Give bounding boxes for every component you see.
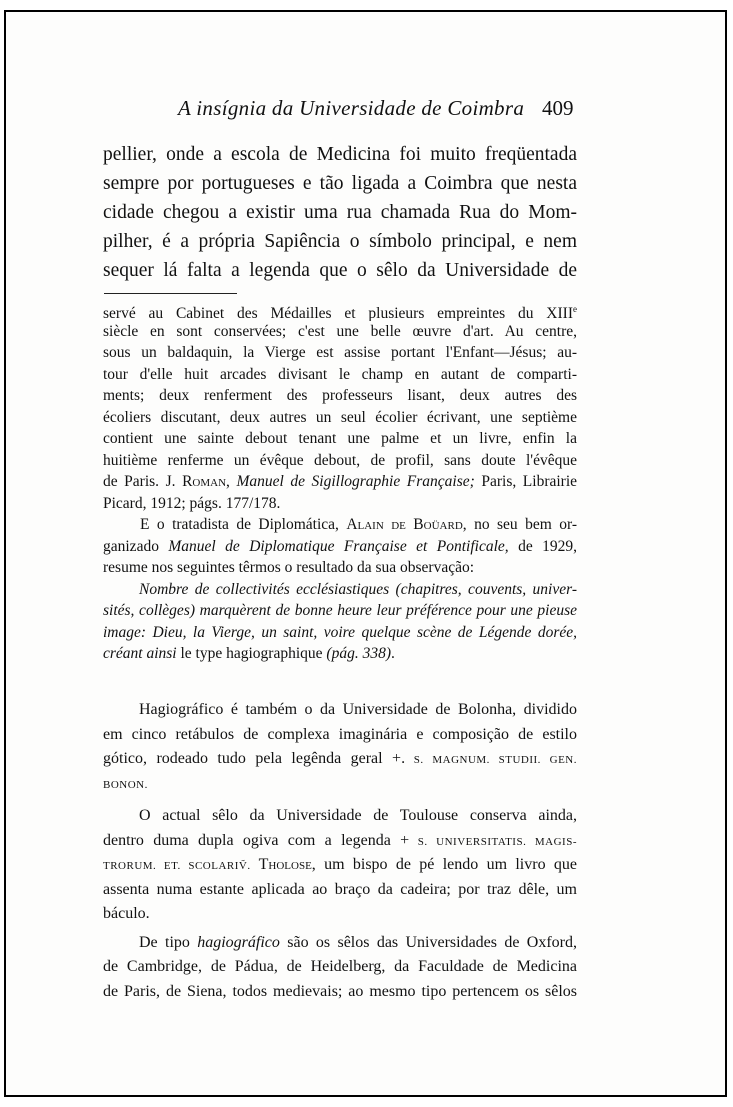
body-text: são os sêlos das Universidades de Oxford, <box>279 933 577 951</box>
footnote-line: tour d'elle huit arcades divisant le champ en autant de comparti- <box>103 365 577 383</box>
running-title: A insígnia da Universidade de Coimbra <box>178 96 525 120</box>
page-number: 409 <box>542 96 574 120</box>
footnote-line <box>103 471 577 493</box>
body-text: De tipo <box>139 933 198 951</box>
quote-text: . <box>391 645 395 662</box>
quote-line <box>103 643 577 665</box>
footnote-text: de 1929, <box>508 537 577 555</box>
main-line: sempre por portugueses e tão ligada a Coimbra que nesta <box>103 173 577 194</box>
footnote-line: resume nos seguintes têrmos o resultado da sua observação: <box>103 559 475 576</box>
footnote-line: Picard, 1912; págs. 177/178. <box>103 494 281 512</box>
emphasis-text: hagiográfico <box>197 933 280 951</box>
body-line: de Paris, de Siena, todos medievais; ao mesmo tipo pertencem os sêlos <box>103 982 577 1000</box>
main-line: pellier, onde a escola de Medicina foi muito freqüentada <box>103 144 577 165</box>
body-line <box>103 772 577 797</box>
footnote-line: ments; deux renferment des professeurs lisant, deux autres des <box>103 387 577 404</box>
footnote-line <box>103 514 577 536</box>
quote-line: sités, collèges) marquèrent de bonne heure leur préférence pour une pieuse <box>103 602 577 619</box>
footnote-line: écoliers discutant, deux autres un seul écolier écrivant, une septième <box>103 408 577 426</box>
footnote-text: Paris, Librairie <box>474 473 577 490</box>
body-line <box>103 747 577 772</box>
body-line: assenta numa estante aplicada ao braço da cadeira; por traz dêle, um <box>103 880 577 898</box>
body-text: um bispo de pé lendo um livro que <box>315 856 577 873</box>
body-line <box>103 931 577 956</box>
footnote-line <box>103 536 577 558</box>
body-line: Hagiográfico é também o da Universidade de Bolonha, dividido <box>139 701 577 718</box>
body-line <box>103 829 577 854</box>
book-title: Manuel de Sigillographie Française; <box>236 473 475 490</box>
author-name: Roman, <box>182 473 230 490</box>
body-line: báculo. <box>103 905 150 922</box>
footnote-line: contient une sainte debout tenant une palme et un livre, enfin la <box>103 430 577 447</box>
footnote-rule <box>104 293 237 294</box>
main-line: sequer lá falta a legenda que o sêlo da Universidade de <box>103 260 577 281</box>
footnote-line: siècle en sont conservées; c'est une belle œuvre d'art. Au centre, <box>103 322 577 340</box>
legend-text: S. MAGNUM. STUDII. GEN. <box>405 754 577 766</box>
main-paragraph <box>103 140 577 285</box>
body-line: O actual sêlo da Universidade de Toulouse conserva ainda, <box>139 807 577 824</box>
body-line: de Cambridge, de Pádua, de Heidelberg, da Faculdade de Medicina <box>103 958 577 975</box>
footnote-line: sous un baldaquin, la Vierge est assise portant l'Enfant—Jésus; au- <box>103 344 577 361</box>
body-line <box>103 853 577 878</box>
legend-text: S. UNIVERSITATIS. MAGIS- <box>409 835 577 848</box>
page-reference: (pág. 338) <box>326 645 391 662</box>
body-line: em cinco retábulos de complexa imaginária e composição de estilo <box>103 725 577 743</box>
footnote-line: huitième renferme un évêque debout, de profil, sans doute l'évêque <box>103 451 577 469</box>
body-text: gótico, rodeado tudo pela legênda geral <box>103 750 393 767</box>
legend-text: BONON. <box>103 778 148 791</box>
superscript: e <box>573 304 577 314</box>
footnote-line <box>103 299 577 321</box>
quote-line: image: Dieu, la Vierge, un saint, voire quelque scène de Légende dorée, <box>103 623 577 641</box>
place-name: Tholose, <box>250 856 316 873</box>
main-line: cidade chegou a existir uma rua chamada Rua do Mom- <box>103 202 577 223</box>
main-line: pilher, é a própria Sapiência o símbolo principal, e nem <box>103 231 577 252</box>
footnote-text: E o tratadista de Diplomática, <box>140 516 347 533</box>
footnote <box>103 299 577 665</box>
quote-line: Nombre de collectivités ecclésiastiques (chapitres, couvents, univer- <box>139 580 577 598</box>
page-frame <box>4 10 727 1097</box>
footnote-text: ganizado <box>103 537 169 555</box>
paragraph-gap <box>103 796 577 804</box>
body-text: dentro duma dupla ogiva com a legenda <box>103 831 401 849</box>
cross-symbol: + <box>400 831 410 849</box>
page-header <box>6 88 725 128</box>
author-name: Alain de Boüard, <box>346 516 467 533</box>
book-title: Manuel de Diplomatique Française et Pontificale, <box>168 537 509 555</box>
footnote-text: de Paris. J. <box>103 473 183 490</box>
legend-text: TRORUM. ET. SCOLARIṼ. <box>103 860 251 872</box>
quote-text: le type hagiographique <box>176 645 327 662</box>
footnote-text: servé au Cabinet des Médailles et plusieurs empreintes du XIII <box>103 305 573 321</box>
quote-text: créant ainsi <box>103 645 177 662</box>
cross-symbol: +. <box>392 750 406 767</box>
body-text-lower <box>103 698 577 1004</box>
footnote-text: no seu bem or- <box>466 516 577 533</box>
